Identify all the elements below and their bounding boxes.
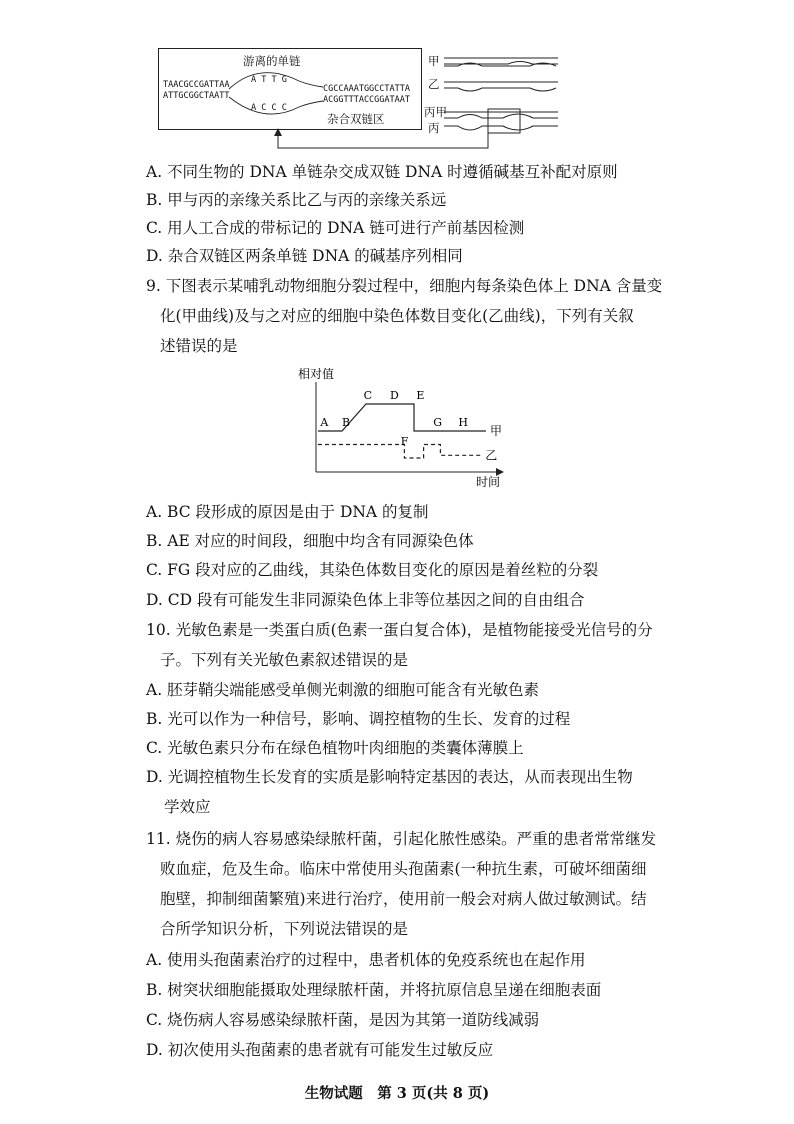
q8-option-d: D. 杂合双链区两条单链 DNA 的碱基序列相同 xyxy=(146,247,463,265)
q8-option-a: A. 不同生物的 DNA 单链杂交成双链 DNA 时遵循碱基互补配对原则 xyxy=(146,163,618,181)
q11-option-b: B. 树突状细胞能摄取处理绿脓杆菌，并将抗原信息呈递在细胞表面 xyxy=(146,981,602,999)
q11-option-d: D. 初次使用头孢菌素的患者就有可能发生过敏反应 xyxy=(146,1041,494,1059)
point-label-b: B xyxy=(342,416,351,429)
q9-option-b: B. AE 对应的时间段，细胞中均含有同源染色体 xyxy=(146,532,474,550)
q11-stem-line-2: 败血症，危及生命。临床中常使用头孢菌素(一种抗生素，可破坏细菌细 xyxy=(160,860,647,878)
q10-option-c: C. 光敏色素只分布在绿色植物叶肉细胞的类囊体薄膜上 xyxy=(146,739,524,757)
q9-stem-line-3: 述错误的是 xyxy=(160,337,238,355)
point-label-f: F xyxy=(400,435,409,448)
seq-top-right: CGCCAAATGGCCTATTA xyxy=(323,84,410,94)
point-label-h: H xyxy=(458,416,468,429)
point-label-g: G xyxy=(433,416,442,429)
q10-option-d-continued: 学效应 xyxy=(164,798,211,816)
q9-stem-line-1: 9. 下图表示某哺乳动物细胞分裂过程中，细胞内每条染色体上 DNA 含量变 xyxy=(146,277,663,295)
q9-option-c: C. FG 段对应的乙曲线，其染色体数目变化的原因是着丝粒的分裂 xyxy=(146,561,599,579)
point-label-d: D xyxy=(390,389,399,402)
point-label-c: C xyxy=(363,389,373,402)
chart-xlabel: 时间 xyxy=(476,475,501,489)
q9-option-d: D. CD 段有可能发生非同源染色体上非等位基因之间的自由组合 xyxy=(146,591,585,609)
seq-bot-right: ACGGTTTACCGGATAAT xyxy=(323,95,410,105)
loop-bottom-bases: A C C C xyxy=(251,103,287,113)
q8-option-c: C. 用人工合成的带标记的 DNA 链可进行产前基因检测 xyxy=(146,219,525,237)
series-name-jia: 甲 xyxy=(490,424,503,438)
point-label-e: E xyxy=(416,389,425,402)
seq-bot-left: ATTGCGGCTAATT xyxy=(163,91,230,101)
q11-stem-line-4: 合所学知识分析，下列说法错误的是 xyxy=(160,920,409,938)
q10-stem-line-2: 子。下列有关光敏色素叙述错误的是 xyxy=(160,651,409,669)
hybrid-comparison-figure xyxy=(158,46,578,156)
hybrid-duplex-label: 杂合双链区 xyxy=(327,112,385,126)
series-line-yi xyxy=(318,445,481,459)
strand-label-bing-jia: 丙甲 xyxy=(424,105,447,119)
free-single-strand-label: 游离的单链 xyxy=(243,54,301,68)
q10-option-a: A. 胚芽鞘尖端能感受单侧光刺激的细胞可能含有光敏色素 xyxy=(146,681,540,699)
q9-option-a: A. BC 段形成的原因是由于 DNA 的复制 xyxy=(146,503,429,521)
q11-stem-line-3: 胞壁，抑制细菌繁殖)来进行治疗，使用前一般会对病人做过敏测试。结 xyxy=(160,890,647,908)
q11-option-c: C. 烧伤病人容易感染绿脓杆菌，是因为其第一道防线减弱 xyxy=(146,1011,540,1029)
loop-top-bases: A T T G xyxy=(251,75,287,85)
strand-label-bing: 丙 xyxy=(428,121,440,135)
q11-stem-line-1: 11. 烧伤的病人容易感染绿脓杆菌，引起化脓性感染。严重的患者常常继发 xyxy=(146,830,657,848)
q9-stem-line-2: 化(甲曲线)及与之对应的细胞中染色体数目变化(乙曲线)，下列有关叙 xyxy=(160,307,634,325)
point-label-a: A xyxy=(320,416,329,429)
q11-option-a: A. 使用头孢菌素治疗的过程中，患者机体的免疫系统也在起作用 xyxy=(146,951,586,969)
q8-option-b: B. 甲与丙的亲缘关系比乙与丙的亲缘关系远 xyxy=(146,191,447,209)
strand-label-jia: 甲 xyxy=(428,54,440,68)
q10-stem-line-1: 10. 光敏色素是一类蛋白质(色素一蛋白复合体)，是植物能接受光信号的分 xyxy=(146,621,653,639)
series-name-yi: 乙 xyxy=(485,448,498,463)
page-footer: 生物试题 第 3 页(共 8 页) xyxy=(304,1085,490,1102)
strand-label-yi: 乙 xyxy=(428,77,440,91)
chart-ylabel: 相对值 xyxy=(298,367,335,381)
q10-option-d: D. 光调控植物生长发育的实质是影响特定基因的表达，从而表现出生物 xyxy=(146,768,633,786)
q10-option-b: B. 光可以作为一种信号，影响、调控植物的生长、发育的过程 xyxy=(146,710,571,728)
seq-top-left: TAACGCCGATTAA xyxy=(163,80,230,90)
dna-chromosome-chart xyxy=(290,362,530,492)
